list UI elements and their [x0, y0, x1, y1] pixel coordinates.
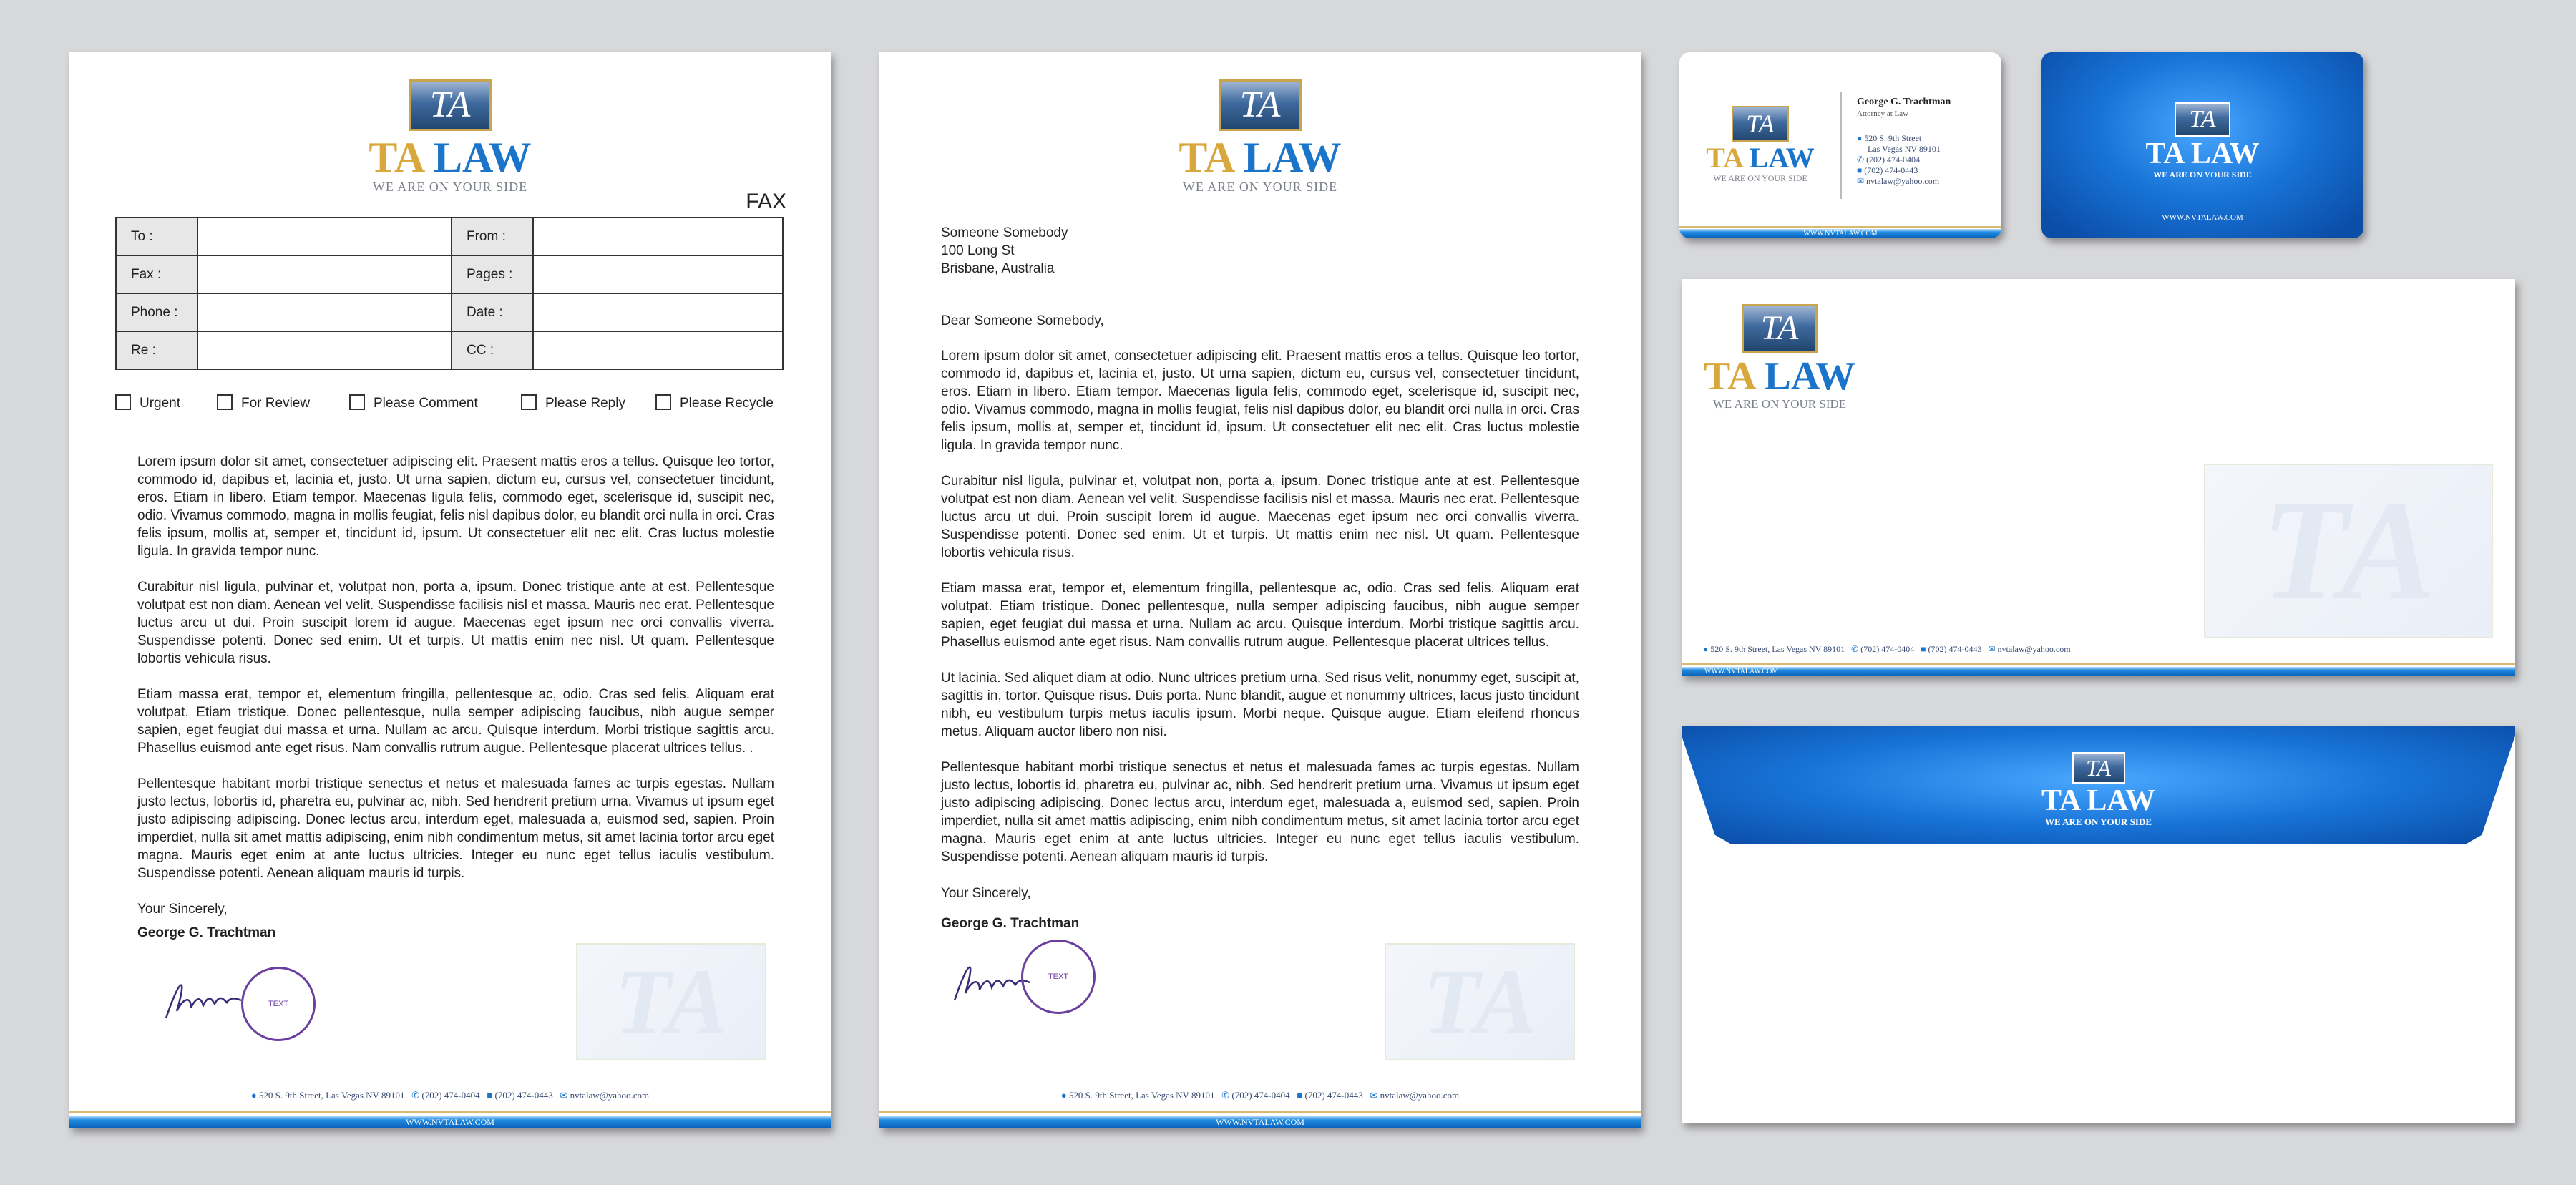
fax-paragraph-1: Lorem ipsum dolor sit amet, consectetuer adipiscing elit. Praesent mattis eros a tellus. Quisque leo tortor, commodo id, dapibus et, lacinia et, justo. Ut urna sapien, dictum eu, cursus vel, consectetuer tincidunt, eros. Etiam in libero. Etiam tempor. Maecenas ligula felis, commodo eget, scelerisque id, suscipit nec, odio. Vivamus commodo, magna in mollis feugiat, felis nisl dapibus dolor, eu blandit orci nulla in orci. Cras felis ipsum, mollis at, semper et, tincidunt id, ipsum. Ut consectetuer elit nec elit. Cras luctus molestie ligula. In gravida tempor nunc.: [137, 454, 774, 559]
logo-mark-icon: TA: [1219, 79, 1302, 131]
fax-re-field[interactable]: [197, 331, 452, 369]
logo-tagline: WE ARE ON YOUR SIDE: [1712, 397, 1847, 411]
fax-fax-label: Fax :: [116, 255, 197, 293]
recipient-city: Brisbane, Australia: [941, 261, 1055, 276]
watermark-mark: TA: [1385, 943, 1575, 1060]
recipient-street: 100 Long St: [941, 243, 1015, 258]
logo-tagline: WE ARE ON YOUR SIDE: [1713, 173, 1807, 183]
fax-signer: George G. Trachtman: [137, 925, 276, 940]
fax-phone-label: Phone :: [116, 293, 197, 331]
letter-paragraph-5: Pellentesque habitant morbi tristique senectus et netus et malesuada fames ac turpis egestas. Nullam justo lectus, lobortis id, pharetra eu, pulvinar ac, nibh. Sed hendrerit pretium urna. Vivamus ut ipsum eget justo adipiscing adipiscing. Donec lectus arcu, interdum eget, malesuada a, euismod sed, sapien. Proin imperdiet, nulla sit amet mattis adipiscing, enim nibh condimentum metus, sit amet lacinia tortor arcu eget magna. Mauris eget enim at ante luctus ultricies. Integer eu nunc eget tellus iaculis vestibulum. Suspendisse potenti. Aenean aliquam mauris id turpis.: [941, 760, 1579, 864]
letter-paragraph-3: Etiam massa erat, tempor et, elementum fringilla, pellentesque ac, odio. Cras sed felis. Aliquam erat volutpat. Etiam tristique. Donec pellentesque, nulla semper adipiscing faucibus, nibh augue semper sapien, eget feugiat dui massa et urna. Nullam ac arcu. Quisque interdum. Morbi tristique sagittis arcu. Phasellus euismod ante eget risus. Nam convallis rutrum augue. Pellentesque placerat ultrices tellus.: [941, 581, 1579, 650]
fax-cc-field[interactable]: [533, 331, 783, 369]
phone-icon: ✆: [1851, 644, 1859, 654]
fax-phone-field[interactable]: [197, 293, 452, 331]
card-back-website: WWW.NVTALAW.COM: [2162, 213, 2243, 222]
fax-re-label: Re :: [116, 331, 197, 369]
logo-tagline: WE ARE ON YOUR SIDE: [2044, 816, 2152, 827]
stamp-icon: TEXT: [1021, 940, 1096, 1014]
logo-ta: TA: [369, 134, 423, 181]
fax-header-table: [115, 217, 784, 370]
envelope-back-logo: TA TA LAW WE ARE ON YOUR SIDE: [2018, 752, 2179, 828]
logo-tagline: WE ARE ON YOUR SIDE: [1182, 180, 1338, 194]
fax-to-label: To :: [116, 218, 197, 255]
card-name: George G. Trachtman: [1857, 97, 1951, 107]
logo-tagline: WE ARE ON YOUR SIDE: [372, 180, 528, 194]
mail-icon: ✉: [1988, 644, 1996, 654]
watermark-mark: TA: [2204, 464, 2493, 638]
fax-icon: ■: [1921, 644, 1926, 654]
letter-closing: Your Sincerely,: [941, 886, 1031, 901]
fax-date-label: Date :: [452, 293, 533, 331]
watermark-mark: TA: [576, 943, 766, 1060]
envelope-footer-contact: ● 520 S. 9th Street, Las Vegas NV 89101 ✆ (702) 474-0404 ■ (702) 474-0443 ✉ nvtalaw@yahoo.com: [1703, 644, 2071, 654]
location-icon: ●: [1703, 644, 1709, 654]
checkbox-icon: [115, 394, 131, 410]
logo-mark-icon: TA: [2072, 752, 2125, 784]
recipient-name: Someone Somebody: [941, 225, 1068, 240]
fax-paragraph-4: Pellentesque habitant morbi tristique senectus et netus et malesuada fames ac turpis egestas. Nullam justo lectus, lobortis id, pharetra eu, pulvinar ac, nibh. Sed hendrerit pretium urna. Vivamus ut ipsum eget justo adipiscing adipiscing. Donec lectus arcu, interdum eget, malesuada a, euismod sed, sapien. Proin imperdiet, nulla sit amet mattis adipiscing, enim nibh condimentum metus, sit amet lacinia tortor arcu eget magna. Mauris eget enim at ante luctus ultricies. Integer eu nunc eget tellus iaculis vestibulum. Suspendisse potenti. Aenean aliquam mauris id turpis.: [137, 776, 774, 881]
fax-closing: Your Sincerely,: [137, 902, 228, 917]
fax-logo: [343, 79, 557, 195]
signature-icon: [159, 968, 245, 1025]
checkbox-please-reply[interactable]: Please Reply: [521, 394, 625, 411]
letter-paragraph-4: Ut lacinia. Sed aliquet diam at odio. Nunc ultrices pretium urna. Sed risus velit, nonummy eget, suscipit at, sagittis in, tortor. Quisque risus. Duis porta. Nunc blandit, augue et nonummy ultrices, lacus justo tincidunt nibh, eu vestibulum turpis metus iaculis ipsum. Morbi neque. Quisque augue. Etiam eleifend rhoncus metus. Aliquam auctor libero non nisi.: [941, 670, 1579, 739]
letter-logo: [1153, 79, 1367, 195]
mail-icon: ✉: [1370, 1090, 1378, 1101]
fax-from-field[interactable]: [533, 218, 783, 255]
checkbox-urgent[interactable]: Urgent: [115, 394, 180, 411]
business-card-front: TA TA LAW WE ARE ON YOUR SIDE George G. Trachtman Attorney at Law ● 520 S. 9th Street Las Vegas NV 89101 ✆ (702) 474-0404 ■ (702) 474-0443 ✉ nvtalaw@yahoo.com WWW.NVTALAW.COM: [1679, 52, 2001, 238]
letter-website-stripe: WWW.NVTALAW.COM: [879, 1116, 1641, 1128]
logo-mark-icon: TA: [409, 79, 492, 131]
card-back-logo: TA TA LAW WE ARE ON YOUR SIDE: [2127, 102, 2278, 180]
mail-icon: ✉: [1857, 176, 1865, 186]
letter-paragraph-2: Curabitur nisl ligula, pulvinar et, volutpat non, porta a, ipsum. Donec tristique ante at est. Pellentesque volutpat est non diam. Aenean vel velit. Suspendisse facilisis nisl et massa. Mauris nec erat. Pellentesque luctus arcu ut dui. Proin suscipit lorem id augue. Maecenas eget ipsum nec orci convallis viverra. Suspendisse potenti. Donec sed enim. Ut et turpis. Ut mattis enim nec nisl. Ut quam. Pellentesque lobortis vehicula risus.: [941, 474, 1579, 560]
location-icon: ●: [1857, 133, 1863, 143]
phone-icon: ✆: [1221, 1090, 1230, 1101]
fax-icon: ■: [1857, 165, 1863, 175]
checkbox-icon: [655, 394, 671, 410]
signature-icon: [947, 950, 1033, 1008]
checkbox-icon: [217, 394, 233, 410]
logo-law: LAW: [433, 134, 532, 181]
fax-footer-contact: ● 520 S. 9th Street, Las Vegas NV 89101 ✆ (702) 474-0404 ■ (702) 474-0443 ✉ nvtalaw@yahoo.com: [250, 1090, 650, 1101]
location-icon: ●: [1060, 1090, 1067, 1101]
fax-icon: ■: [487, 1090, 493, 1101]
logo-mark-icon: TA: [2175, 102, 2230, 137]
salutation: Dear Someone Somebody,: [941, 313, 1104, 328]
fax-icon: ■: [1297, 1090, 1303, 1101]
envelope-front: [1682, 279, 2515, 676]
fax-cc-label: CC :: [452, 331, 533, 369]
envelope-back: [1682, 726, 2515, 1123]
logo-mark-icon: TA: [1732, 106, 1789, 142]
fax-from-label: From :: [452, 218, 533, 255]
fax-paragraph-3: Etiam massa erat, tempor et, elementum fringilla, pellentesque ac, odio. Cras sed felis. Aliquam erat volutpat. Etiam tristique. Donec pellentesque, nulla semper adipiscing faucibus, nibh augue semper sapien, eget feugiat dui massa et urna. Nullam ac arcu. Quisque interdum. Morbi tristique sagittis arcu. Phasellus euismod ante eget risus. Nam convallis rutrum augue. Pellentesque placerat ultrices tellus. .: [137, 687, 774, 756]
phone-icon: ✆: [411, 1090, 420, 1101]
letter-footer-contact: ● 520 S. 9th Street, Las Vegas NV 89101 ✆ (702) 474-0404 ■ (702) 474-0443 ✉ nvtalaw@yahoo.com: [1060, 1090, 1460, 1101]
letterhead-sheet: [879, 52, 1641, 1128]
logo-tagline: WE ARE ON YOUR SIDE: [2153, 170, 2252, 180]
checkbox-for-review[interactable]: For Review: [217, 394, 310, 411]
letter-signer: George G. Trachtman: [941, 916, 1080, 931]
location-icon: ●: [250, 1090, 257, 1101]
fax-date-field[interactable]: [533, 293, 783, 331]
fax-fax-field[interactable]: [197, 255, 452, 293]
card-title: Attorney at Law: [1857, 109, 1909, 118]
stamp-icon: TEXT: [241, 967, 316, 1041]
fax-pages-field[interactable]: [533, 255, 783, 293]
logo-mark-icon: TA: [1742, 304, 1818, 353]
business-card-back: [2041, 52, 2363, 238]
logo-ta: TA: [1179, 134, 1233, 181]
mail-icon: ✉: [560, 1090, 568, 1101]
checkbox-icon: [521, 394, 537, 410]
letter-paragraph-1: Lorem ipsum dolor sit amet, consectetuer adipiscing elit. Praesent mattis eros a tellus. Quisque leo tortor, commodo id, dapibus et, lacinia et, justo. Ut urna sapien, dictum eu, cursus vel, consectetuer tincidunt, eros. Etiam in libero. Etiam tempor. Maecenas ligula felis, commodo eget, scelerisque id, suscipit nec, odio. Vivamus commodo, magna in mollis feugiat, felis nisl dapibus dolor, eu blandit orci nulla in orci. Cras felis ipsum, mollis at, semper et, tincidunt id, ipsum. Ut consectetuer elit nec elit. Cras luctus molestie ligula. In gravida tempor nunc.: [941, 348, 1579, 453]
fax-to-field[interactable]: [197, 218, 452, 255]
card-logo: TA TA LAW WE ARE ON YOUR SIDE: [1692, 106, 1828, 184]
fax-title: FAX: [746, 190, 786, 213]
phone-icon: ✆: [1857, 155, 1865, 165]
checkbox-please-recycle[interactable]: Please Recycle: [655, 394, 774, 411]
fax-paragraph-2: Curabitur nisl ligula, pulvinar et, volutpat non, porta a, ipsum. Donec tristique ante at est. Pellentesque volutpat est non diam. Aenean vel velit. Suspendisse facilisis nisl et massa. Mauris nec erat. Pellentesque luctus arcu ut dui. Proin suscipit lorem id augue. Maecenas eget ipsum nec orci convallis viverra. Suspendisse potenti. Donec sed enim. Ut et turpis. Ut mattis enim nec nisl. Ut quam. Pellentesque lobortis vehicula risus.: [137, 580, 774, 666]
fax-website-stripe: WWW.NVTALAW.COM: [69, 1116, 831, 1128]
envelope-logo: TA TA LAW WE ARE ON YOUR SIDE: [1697, 304, 1862, 411]
logo-law: LAW: [1243, 134, 1342, 181]
envelope-website-stripe: WWW.NVTALAW.COM: [1682, 667, 2515, 676]
checkbox-icon: [349, 394, 365, 410]
fax-pages-label: Pages :: [452, 255, 533, 293]
card-website-stripe: WWW.NVTALAW.COM: [1679, 229, 2001, 238]
checkbox-please-comment[interactable]: Please Comment: [349, 394, 478, 411]
fax-sheet: [69, 52, 831, 1128]
